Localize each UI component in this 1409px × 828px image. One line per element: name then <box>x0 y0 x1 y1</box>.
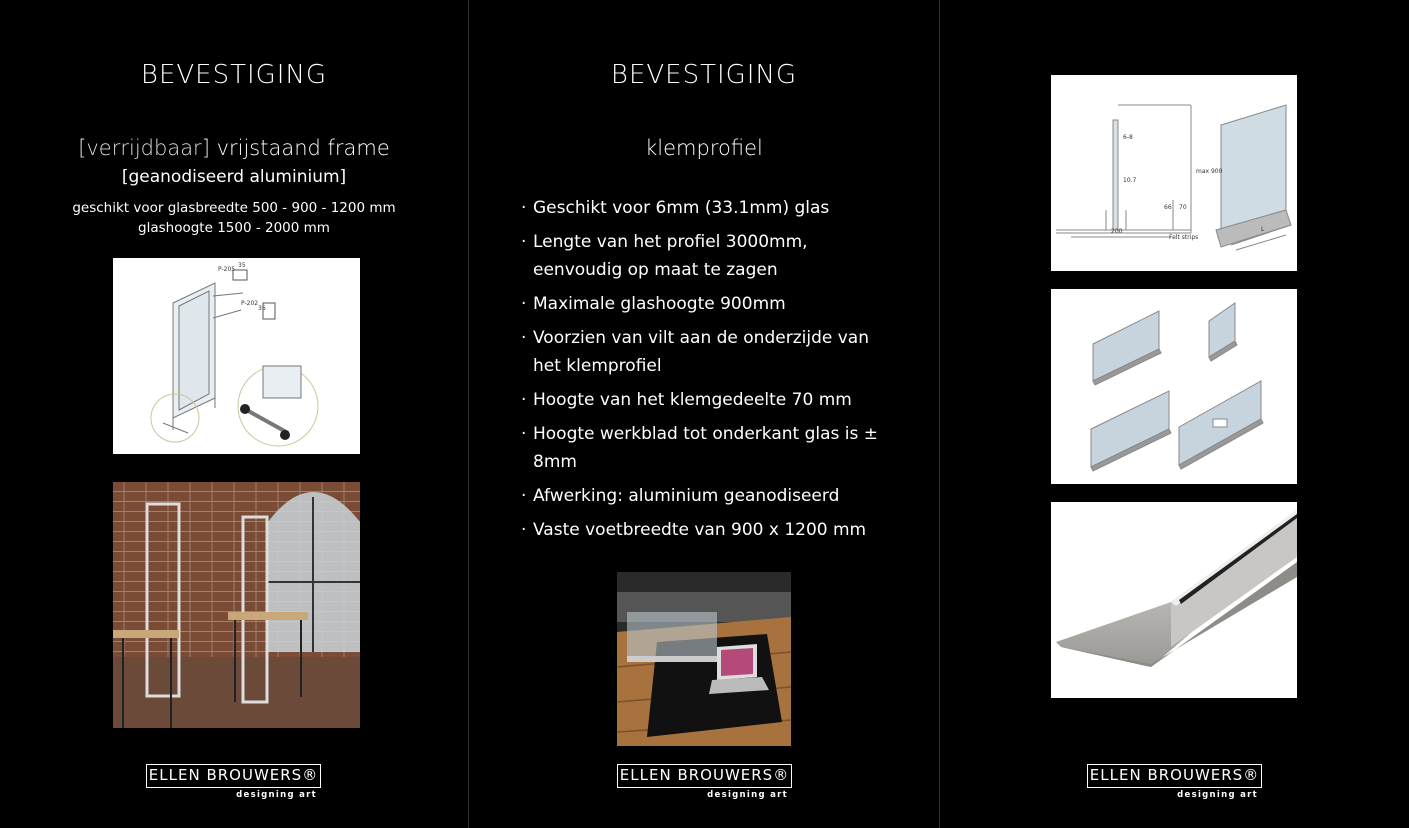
brand-tagline: designing art <box>1177 790 1258 800</box>
diagram-label: L <box>1261 226 1265 233</box>
list-item: · Lengte van het profiel 3000mm, eenvoudig op maat te zagen <box>521 228 901 284</box>
panel-klemprofiel <box>469 0 939 828</box>
panel2-subtitle: klemprofiel <box>645 136 763 160</box>
list-item: · Hoogte van het klemgedeelte 70 mm <box>521 386 901 414</box>
diagram-label: 70 <box>1179 204 1187 211</box>
frame-diagram-image <box>113 258 360 454</box>
panel1-spec-height: glashoogte 1500 - 2000 mm <box>138 220 330 236</box>
feature-list <box>521 194 901 550</box>
list-item: · Vaste voetbreedte van 900 x 1200 mm <box>521 516 901 544</box>
list-item: · Hoogte werkblad tot onderkant glas is ± 8mm <box>521 420 901 476</box>
list-item: · Geschikt voor 6mm (33.1mm) glas <box>521 194 901 222</box>
list-item: · Afwerking: aluminium geanodiseerd <box>521 482 901 510</box>
brand-name: ELLEN BROUWERS® <box>1087 764 1262 788</box>
list-item: · Voorzien van vilt aan de onderzijde van het klemprofiel <box>521 324 901 380</box>
diagram-label: P-202 <box>241 300 259 307</box>
diagram-label: 36 <box>258 305 266 312</box>
list-item: · Maximale glashoogte 900mm <box>521 290 901 318</box>
subtitle-light: [verrijdbaar] <box>78 136 210 160</box>
panel2-heading: BEVESTIGING <box>610 60 798 90</box>
frame-photo-image <box>113 482 360 728</box>
brand-logo <box>146 764 321 802</box>
diagram-label: 10.7 <box>1123 177 1137 184</box>
diagram-label: P-205 <box>218 266 236 273</box>
panel1-subtitle2: [geanodiseerd aluminium] <box>121 167 347 187</box>
brand-tagline: designing art <box>707 790 788 800</box>
brand-name: ELLEN BROUWERS® <box>146 764 321 788</box>
brand-name: ELLEN BROUWERS® <box>617 764 792 788</box>
panel-images <box>940 0 1409 828</box>
diagram-label: 200 <box>1111 228 1123 235</box>
desk-photo-image <box>617 572 791 746</box>
subtitle-main: vrijstaand frame <box>209 136 390 160</box>
panel1-spec-width: geschikt voor glasbreedte 500 - 900 - 1200 mm <box>72 200 396 216</box>
panel1-subtitle <box>0 136 468 160</box>
panel1-heading: BEVESTIGING <box>140 60 328 90</box>
screen-variants-diagram <box>1051 289 1297 484</box>
diagram-label: max 900 <box>1196 168 1223 175</box>
diagram-label: Felt strips <box>1169 234 1199 241</box>
diagram-label: 6-8 <box>1123 134 1133 141</box>
diagram-label: 66 <box>1164 204 1172 211</box>
profile-dimensions-diagram <box>1051 75 1297 271</box>
panel-frame <box>0 0 468 828</box>
clamp-profile-render <box>1051 502 1297 698</box>
diagram-label: 35 <box>238 262 246 269</box>
brand-logo <box>617 764 792 802</box>
brand-tagline: designing art <box>236 790 317 800</box>
brand-logo <box>1087 764 1262 802</box>
